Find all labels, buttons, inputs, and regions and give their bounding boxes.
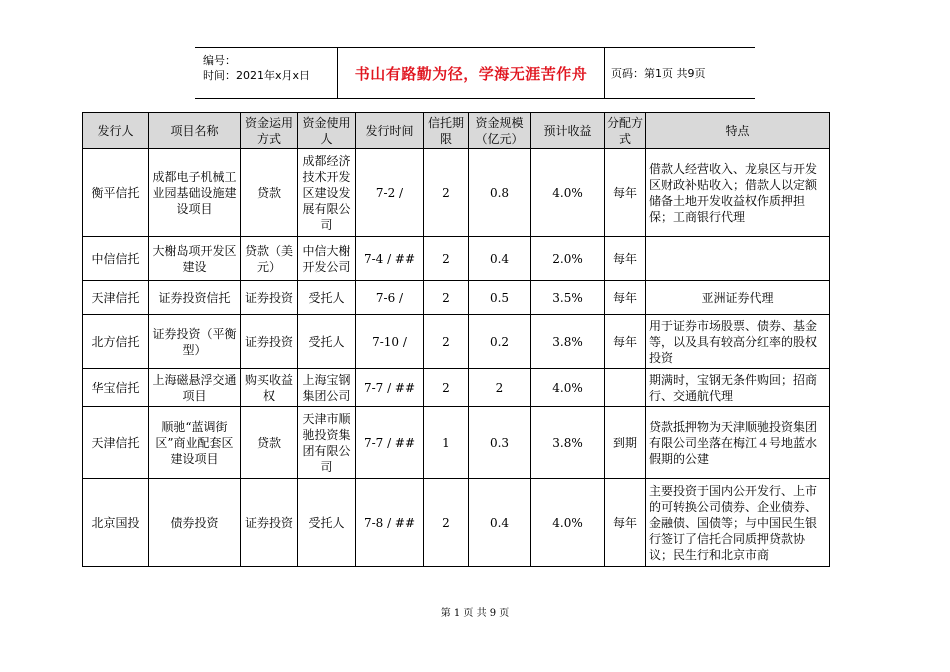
- cell-issue-date: 7-7 / ##: [356, 369, 424, 407]
- column-header: 项目名称: [149, 113, 241, 149]
- cell-issuer: 北京国投: [83, 479, 149, 567]
- cell-term: 2: [424, 369, 469, 407]
- cell-issuer: 天津信托: [83, 281, 149, 315]
- cell-term: 2: [424, 315, 469, 369]
- cell-fund-user: 成都经济技术开发区建设发展有限公司: [298, 149, 356, 237]
- cell-features: [646, 237, 830, 281]
- cell-term: 2: [424, 149, 469, 237]
- trust-products-table: [82, 112, 830, 567]
- table-row: [83, 315, 830, 369]
- cell-scale: 0.4: [469, 479, 531, 567]
- cell-issue-date: 7-8 / ##: [356, 479, 424, 567]
- page-header: [195, 47, 755, 99]
- cell-project: 上海磁悬浮交通项目: [149, 369, 241, 407]
- cell-distribution: 每年: [605, 237, 646, 281]
- cell-fund-use: 证券投资: [241, 479, 298, 567]
- cell-features: 贷款抵押物为天津顺驰投资集团有限公司坐落在梅江４号地蓝水假期的公建: [646, 407, 830, 479]
- cell-yield: 4.0%: [531, 479, 605, 567]
- cell-features: 借款人经营收入、龙泉区与开发区财政补贴收入；借款人以定额储备土地开发收益权作质押担保；工商银行代理: [646, 149, 830, 237]
- header-info-cell: [195, 48, 338, 98]
- cell-fund-use: 贷款（美元）: [241, 237, 298, 281]
- cell-issuer: 中信信托: [83, 237, 149, 281]
- cell-project: 证券投资信托: [149, 281, 241, 315]
- cell-scale: 0.8: [469, 149, 531, 237]
- cell-fund-user: 天津市顺驰投资集团有限公司: [298, 407, 356, 479]
- cell-yield: 3.8%: [531, 315, 605, 369]
- column-header: 资金规模（亿元）: [469, 113, 531, 149]
- cell-term: 2: [424, 281, 469, 315]
- date-label: 时间：2021年x月x日: [203, 69, 311, 82]
- cell-distribution: [605, 369, 646, 407]
- cell-fund-user: 受托人: [298, 479, 356, 567]
- cell-fund-use: 证券投资: [241, 281, 298, 315]
- cell-project: 顺驰“蓝调街区”商业配套区建设项目: [149, 407, 241, 479]
- header-motto-cell: [338, 48, 605, 98]
- table-header-row: [83, 113, 830, 149]
- page-footer: 第 1 页 共 9 页: [440, 608, 510, 619]
- cell-yield: 4.0%: [531, 149, 605, 237]
- table-row: [83, 237, 830, 281]
- cell-yield: 4.0%: [531, 369, 605, 407]
- column-header: 资金使用人: [298, 113, 356, 149]
- cell-issue-date: 7-2 /: [356, 149, 424, 237]
- column-header: 特点: [646, 113, 830, 149]
- cell-term: 1: [424, 407, 469, 479]
- cell-project: 大榭岛项开发区建设: [149, 237, 241, 281]
- motto-text: 书山有路勤为径，学海无涯苦作舟: [354, 64, 588, 83]
- cell-distribution: 每年: [605, 479, 646, 567]
- cell-project: 债券投资: [149, 479, 241, 567]
- cell-distribution: 每年: [605, 149, 646, 237]
- cell-scale: 0.4: [469, 237, 531, 281]
- column-header: 发行时间: [356, 113, 424, 149]
- cell-issue-date: 7-7 / ##: [356, 407, 424, 479]
- cell-term: 2: [424, 237, 469, 281]
- cell-yield: 2.0%: [531, 237, 605, 281]
- header-page-cell: [605, 48, 755, 98]
- cell-distribution: 每年: [605, 315, 646, 369]
- cell-issue-date: 7-6 /: [356, 281, 424, 315]
- table-row: [83, 369, 830, 407]
- page-number-label: 页码：第1页 共9页: [611, 67, 706, 80]
- cell-features: 期满时，宝钢无条件购回；招商行、交通航代理: [646, 369, 830, 407]
- cell-distribution: 每年: [605, 281, 646, 315]
- column-header: 资金运用方式: [241, 113, 298, 149]
- table-row: [83, 149, 830, 237]
- table-row: [83, 281, 830, 315]
- cell-features: 用于证券市场股票、债券、基金等，以及具有较高分红率的股权投资: [646, 315, 830, 369]
- cell-project: 成都电子机械工业园基础设施建设项目: [149, 149, 241, 237]
- cell-yield: 3.5%: [531, 281, 605, 315]
- cell-features: 主要投资于国内公开发行、上市的可转换公司债券、企业债券、金融债、国债等；与中国民生银行签订了信托合同质押贷款协议；民生行和北京市商: [646, 479, 830, 567]
- cell-scale: 2: [469, 369, 531, 407]
- cell-fund-user: 受托人: [298, 281, 356, 315]
- table-row: [83, 479, 830, 567]
- cell-issuer: 衡平信托: [83, 149, 149, 237]
- cell-fund-use: 贷款: [241, 149, 298, 237]
- cell-features: 亚洲证券代理: [646, 281, 830, 315]
- cell-fund-use: 证券投资: [241, 315, 298, 369]
- cell-issue-date: 7-10 /: [356, 315, 424, 369]
- column-header: 发行人: [83, 113, 149, 149]
- cell-issuer: 天津信托: [83, 407, 149, 479]
- cell-fund-user: 上海宝钢集团公司: [298, 369, 356, 407]
- cell-scale: 0.2: [469, 315, 531, 369]
- cell-yield: 3.8%: [531, 407, 605, 479]
- cell-scale: 0.3: [469, 407, 531, 479]
- cell-issuer: 华宝信托: [83, 369, 149, 407]
- cell-scale: 0.5: [469, 281, 531, 315]
- cell-fund-user: 中信大榭开发公司: [298, 237, 356, 281]
- cell-issue-date: 7-4 / ##: [356, 237, 424, 281]
- cell-fund-use: 购买收益权: [241, 369, 298, 407]
- column-header: 分配方式: [605, 113, 646, 149]
- cell-fund-user: 受托人: [298, 315, 356, 369]
- column-header: 预计收益: [531, 113, 605, 149]
- column-header: 信托期限: [424, 113, 469, 149]
- table-row: [83, 407, 830, 479]
- cell-project: 证券投资（平衡型）: [149, 315, 241, 369]
- cell-term: 2: [424, 479, 469, 567]
- cell-issuer: 北方信托: [83, 315, 149, 369]
- cell-distribution: 到期: [605, 407, 646, 479]
- serial-number-label: 编号：: [203, 54, 236, 67]
- cell-fund-use: 贷款: [241, 407, 298, 479]
